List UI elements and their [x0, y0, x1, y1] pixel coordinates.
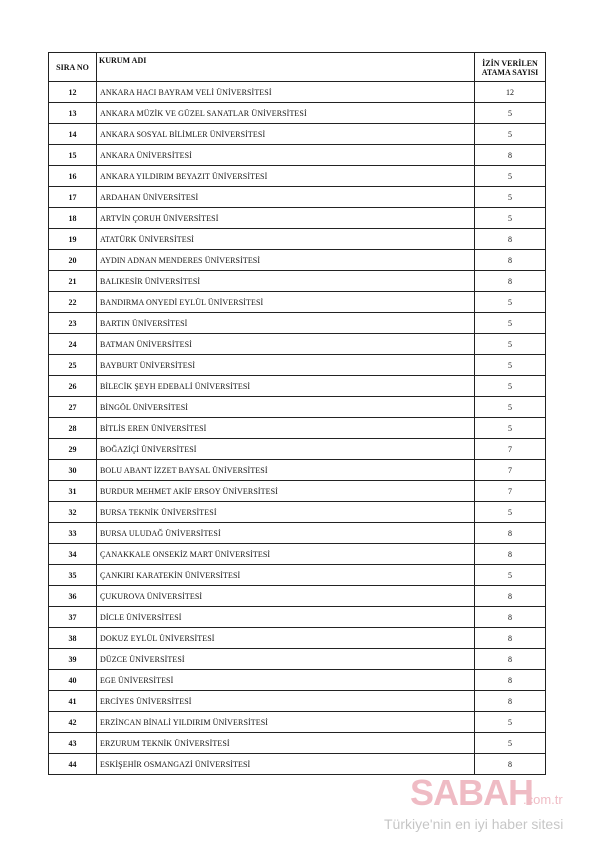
row-institution-name: EGE ÜNİVERSİTESİ	[97, 670, 475, 691]
row-appointment-count: 5	[475, 397, 546, 418]
row-number: 13	[49, 103, 97, 124]
table-row	[49, 103, 546, 124]
row-institution-name: DOKUZ EYLÜL ÜNİVERSİTESİ	[97, 628, 475, 649]
table-row	[49, 271, 546, 292]
row-institution-name: BARTIN ÜNİVERSİTESİ	[97, 313, 475, 334]
row-number: 16	[49, 166, 97, 187]
row-institution-name: ERZURUM TEKNİK ÜNİVERSİTESİ	[97, 733, 475, 754]
row-institution-name: BURDUR MEHMET AKİF ERSOY ÜNİVERSİTESİ	[97, 481, 475, 502]
table-header-row	[49, 53, 546, 82]
row-number: 34	[49, 544, 97, 565]
row-number: 43	[49, 733, 97, 754]
row-institution-name: BATMAN ÜNİVERSİTESİ	[97, 334, 475, 355]
table-row	[49, 292, 546, 313]
row-appointment-count: 5	[475, 733, 546, 754]
row-institution-name: BOLU ABANT İZZET BAYSAL ÜNİVERSİTESİ	[97, 460, 475, 481]
row-number: 36	[49, 586, 97, 607]
row-number: 17	[49, 187, 97, 208]
row-number: 23	[49, 313, 97, 334]
row-institution-name: ÇANKIRI KARATEKİN ÜNİVERSİTESİ	[97, 565, 475, 586]
table-body	[49, 82, 546, 775]
watermark-slogan: Türkiye'nin en iyi haber sitesi	[384, 816, 564, 832]
row-number: 27	[49, 397, 97, 418]
sabah-watermark	[380, 772, 600, 842]
institution-table	[48, 52, 546, 775]
row-number: 12	[49, 82, 97, 103]
table-row	[49, 334, 546, 355]
row-appointment-count: 5	[475, 712, 546, 733]
row-institution-name: ERCİYES ÜNİVERSİTESİ	[97, 691, 475, 712]
table-row	[49, 544, 546, 565]
row-appointment-count: 5	[475, 376, 546, 397]
row-institution-name: ANKARA ÜNİVERSİTESİ	[97, 145, 475, 166]
row-institution-name: BİNGÖL ÜNİVERSİTESİ	[97, 397, 475, 418]
row-appointment-count: 5	[475, 313, 546, 334]
table-row	[49, 754, 546, 775]
table-row	[49, 397, 546, 418]
table-row	[49, 376, 546, 397]
watermark-domain: .com.tr	[523, 792, 563, 807]
row-institution-name: BURSA ULUDAĞ ÜNİVERSİTESİ	[97, 523, 475, 544]
row-appointment-count: 5	[475, 418, 546, 439]
table-row	[49, 229, 546, 250]
row-appointment-count: 8	[475, 586, 546, 607]
row-appointment-count: 12	[475, 82, 546, 103]
header-atama-sayisi	[475, 53, 546, 82]
row-institution-name: BURSA TEKNİK ÜNİVERSİTESİ	[97, 502, 475, 523]
header-kurum-adi: KURUM ADI	[97, 53, 475, 82]
row-institution-name: ESKİŞEHİR OSMANGAZİ ÜNİVERSİTESİ	[97, 754, 475, 775]
row-institution-name: ANKARA SOSYAL BİLİMLER ÜNİVERSİTESİ	[97, 124, 475, 145]
row-appointment-count: 7	[475, 439, 546, 460]
row-number: 26	[49, 376, 97, 397]
table-row	[49, 460, 546, 481]
table-row	[49, 250, 546, 271]
row-institution-name: BALIKESİR ÜNİVERSİTESİ	[97, 271, 475, 292]
table-row	[49, 208, 546, 229]
row-appointment-count: 7	[475, 460, 546, 481]
row-institution-name: DİCLE ÜNİVERSİTESİ	[97, 607, 475, 628]
row-number: 44	[49, 754, 97, 775]
row-institution-name: ANKARA HACI BAYRAM VELİ ÜNİVERSİTESİ	[97, 82, 475, 103]
row-appointment-count: 5	[475, 208, 546, 229]
row-institution-name: BANDIRMA ONYEDİ EYLÜL ÜNİVERSİTESİ	[97, 292, 475, 313]
row-appointment-count: 8	[475, 649, 546, 670]
table-row	[49, 481, 546, 502]
row-appointment-count: 5	[475, 292, 546, 313]
row-appointment-count: 8	[475, 229, 546, 250]
table-row	[49, 733, 546, 754]
table-row	[49, 439, 546, 460]
table-row	[49, 145, 546, 166]
row-number: 32	[49, 502, 97, 523]
row-institution-name: ATATÜRK ÜNİVERSİTESİ	[97, 229, 475, 250]
table-row	[49, 670, 546, 691]
table-row	[49, 418, 546, 439]
row-number: 18	[49, 208, 97, 229]
row-institution-name: ANKARA YILDIRIM BEYAZIT ÜNİVERSİTESİ	[97, 166, 475, 187]
row-appointment-count: 5	[475, 565, 546, 586]
header-atama-line2: ATAMA SAYISI	[481, 67, 539, 77]
row-number: 25	[49, 355, 97, 376]
row-appointment-count: 5	[475, 334, 546, 355]
table-row	[49, 523, 546, 544]
row-institution-name: DÜZCE ÜNİVERSİTESİ	[97, 649, 475, 670]
row-number: 33	[49, 523, 97, 544]
table-row	[49, 166, 546, 187]
row-institution-name: ÇUKUROVA ÜNİVERSİTESİ	[97, 586, 475, 607]
table-row	[49, 586, 546, 607]
row-institution-name: ÇANAKKALE ONSEKİZ MART ÜNİVERSİTESİ	[97, 544, 475, 565]
row-appointment-count: 5	[475, 355, 546, 376]
row-number: 41	[49, 691, 97, 712]
row-appointment-count: 8	[475, 754, 546, 775]
row-number: 37	[49, 607, 97, 628]
row-institution-name: AYDIN ADNAN MENDERES ÜNİVERSİTESİ	[97, 250, 475, 271]
table-row	[49, 607, 546, 628]
row-number: 29	[49, 439, 97, 460]
table-row	[49, 628, 546, 649]
row-number: 30	[49, 460, 97, 481]
table-row	[49, 82, 546, 103]
row-number: 20	[49, 250, 97, 271]
row-appointment-count: 5	[475, 166, 546, 187]
row-institution-name: BAYBURT ÜNİVERSİTESİ	[97, 355, 475, 376]
row-appointment-count: 7	[475, 481, 546, 502]
watermark-brand: SABAH	[410, 772, 534, 813]
row-appointment-count: 8	[475, 145, 546, 166]
row-appointment-count: 8	[475, 250, 546, 271]
row-appointment-count: 8	[475, 670, 546, 691]
row-number: 22	[49, 292, 97, 313]
table-row	[49, 565, 546, 586]
table-row	[49, 355, 546, 376]
row-number: 24	[49, 334, 97, 355]
row-number: 39	[49, 649, 97, 670]
row-appointment-count: 8	[475, 271, 546, 292]
table-row	[49, 691, 546, 712]
row-institution-name: BOĞAZİÇİ ÜNİVERSİTESİ	[97, 439, 475, 460]
row-number: 38	[49, 628, 97, 649]
row-appointment-count: 8	[475, 544, 546, 565]
table-row	[49, 313, 546, 334]
row-number: 40	[49, 670, 97, 691]
row-number: 35	[49, 565, 97, 586]
row-number: 19	[49, 229, 97, 250]
row-institution-name: ANKARA MÜZİK VE GÜZEL SANATLAR ÜNİVERSİTESİ	[97, 103, 475, 124]
table-row	[49, 649, 546, 670]
row-institution-name: BİLECİK ŞEYH EDEBALİ ÜNİVERSİTESİ	[97, 376, 475, 397]
row-institution-name: ARTVİN ÇORUH ÜNİVERSİTESİ	[97, 208, 475, 229]
row-appointment-count: 5	[475, 502, 546, 523]
row-appointment-count: 5	[475, 187, 546, 208]
table-row	[49, 187, 546, 208]
row-number: 15	[49, 145, 97, 166]
row-appointment-count: 8	[475, 691, 546, 712]
row-number: 14	[49, 124, 97, 145]
table-row	[49, 712, 546, 733]
row-institution-name: ARDAHAN ÜNİVERSİTESİ	[97, 187, 475, 208]
table-row	[49, 124, 546, 145]
row-appointment-count: 5	[475, 124, 546, 145]
row-number: 31	[49, 481, 97, 502]
row-institution-name: ERZİNCAN BİNALİ YILDIRIM ÜNİVERSİTESİ	[97, 712, 475, 733]
row-appointment-count: 8	[475, 607, 546, 628]
row-number: 21	[49, 271, 97, 292]
row-number: 42	[49, 712, 97, 733]
row-appointment-count: 5	[475, 103, 546, 124]
table-row	[49, 502, 546, 523]
row-appointment-count: 8	[475, 628, 546, 649]
row-appointment-count: 8	[475, 523, 546, 544]
header-atama-line1: İZİN VERİLEN	[482, 58, 538, 68]
header-sira-no: SIRA NO	[49, 53, 97, 82]
row-number: 28	[49, 418, 97, 439]
row-institution-name: BİTLİS EREN ÜNİVERSİTESİ	[97, 418, 475, 439]
